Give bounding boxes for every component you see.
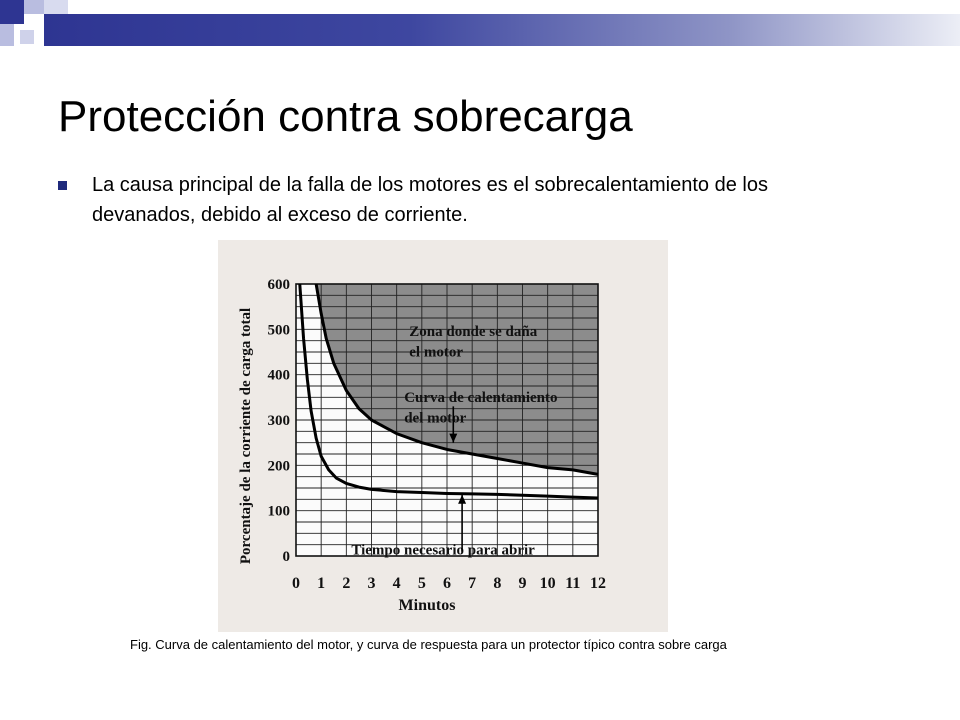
x-tick-label: 4 xyxy=(392,575,401,592)
bullet-text: La causa principal de la falla de los motores es el sobrecalentamiento de los devanados, debido al exceso de corriente. xyxy=(92,174,768,226)
y-axis-label: Porcentaje de la corriente de carga total xyxy=(238,307,254,565)
annotation-label: Zona donde se daña xyxy=(409,324,538,341)
x-tick-label: 3 xyxy=(367,575,376,592)
x-tick-label: 10 xyxy=(539,575,556,592)
overload-chart xyxy=(218,240,668,632)
bullet-square-icon xyxy=(58,181,67,190)
y-tick-label: 300 xyxy=(267,413,290,429)
corner-square-mid xyxy=(44,0,68,14)
chart-figure xyxy=(218,240,668,632)
y-tick-label: 200 xyxy=(267,458,290,475)
figure-caption: Fig. Curva de calentamiento del motor, y curva de respuesta para un protector típico contra sobre carga xyxy=(130,637,727,652)
x-tick-label: 8 xyxy=(493,575,502,592)
annotation-label: del motor xyxy=(404,410,467,427)
x-tick-label: 1 xyxy=(317,575,326,592)
x-tick-label: 0 xyxy=(292,575,300,592)
x-tick-label: 7 xyxy=(468,575,477,592)
x-tick-label: 12 xyxy=(590,575,606,592)
corner-square-pale xyxy=(20,30,34,44)
y-tick-label: 600 xyxy=(267,277,290,293)
x-tick-label: 11 xyxy=(565,575,581,592)
y-tick-label: 0 xyxy=(282,549,290,565)
annotation-label: Curva de calentamiento xyxy=(404,389,558,406)
x-tick-label: 9 xyxy=(518,575,527,592)
x-tick-label: 2 xyxy=(342,575,351,592)
slide-title: Protección contra sobrecarga xyxy=(58,92,633,141)
x-tick-label: 6 xyxy=(443,575,451,592)
corner-square-lavender xyxy=(0,24,14,46)
corner-square-lavender xyxy=(24,0,44,14)
x-axis-label: Minutos xyxy=(398,597,456,614)
corner-square-navy xyxy=(0,0,24,24)
x-tick-label: 5 xyxy=(417,575,426,592)
y-tick-label: 400 xyxy=(267,367,290,384)
y-tick-label: 500 xyxy=(267,322,290,339)
header-gradient-bar xyxy=(44,14,960,46)
annotation-label: Tiempo necesario para abrir xyxy=(351,542,535,559)
y-tick-label: 100 xyxy=(267,503,290,520)
annotation-label: el motor xyxy=(409,344,463,361)
